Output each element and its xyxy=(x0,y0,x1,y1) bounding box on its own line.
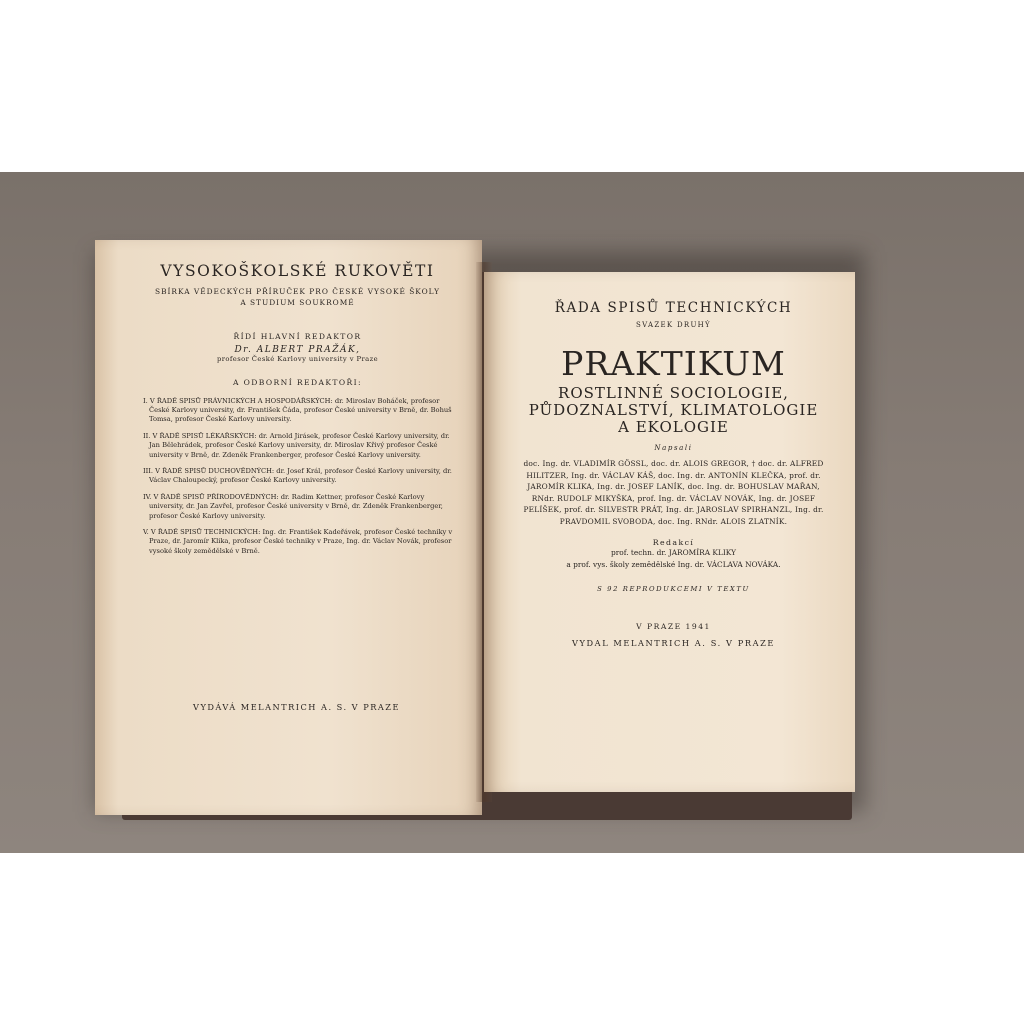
editing-label: Redakcí xyxy=(652,538,695,547)
series-editors-list xyxy=(135,397,460,557)
editing-credits xyxy=(510,547,837,570)
left-subtitle-line-1: SBÍRKA VĚDECKÝCH PŘÍRUČEK PRO ČESKÉ VYSOKÉ ŠKOLY xyxy=(155,287,440,296)
written-by-label: Napsali xyxy=(654,444,693,452)
series-editor-entry: I. V ŘADĚ SPISŮ PRÁVNICKÝCH A HOSPODÁŘSKÝCH: dr. Miroslav Boháček, profesor České Karlovy university, dr. František Čáda, profesor České university v Brně, dr. Bohuš Tomsa, profesor České Karlovy university. xyxy=(143,396,452,424)
series-editor-entry: III. V ŘADĚ SPISŮ DUCHOVĚDNÝCH: dr. Josef Král, profesor České Karlovy university, dr. Václav Chaloupecký, profesor České Karlovy university. xyxy=(143,466,452,485)
chief-editor-label: ŘÍDÍ HLAVNÍ REDAKTOR xyxy=(233,332,362,341)
book-subtitle xyxy=(510,385,837,436)
right-page-publisher: VYDAL MELANTRICH A. S. V PRAZE xyxy=(572,638,775,648)
main-title: PRAKTIKUM xyxy=(561,344,786,383)
subtitle-line-1: ROSTLINNÉ SOCIOLOGIE, xyxy=(558,384,789,402)
series-title: ŘADA SPISŮ TECHNICKÝCH xyxy=(554,300,793,316)
authors-list: doc. Ing. dr. VLADIMÍR GÖSSL, doc. dr. ALOIS GREGOR, † doc. dr. ALFRED HILITZER, Ing. dr. VÁCLAV KÁŠ, doc. Ing. dr. ANTONÍN KLEČKA, prof. dr. JAROMÍR KLIKA, Ing. dr. JOSEF LANÍK, doc. Ing. dr. BOHUSLAV MAŘAN, RNdr. RUDOLF MIKYŠKA, prof. Ing. dr. VÁCLAV NOVÁK, Ing. dr. JOSEF PELÍŠEK, prof. dr. SILVESTR PRÁT, Ing. dr. JAROSLAV SPIRHANZL, Ing. dr. PRAVDOMIL SVOBODA, doc. Ing. RNdr. ALOIS ZLATNÍK. xyxy=(523,459,824,526)
series-editor-entry: V. V ŘADĚ SPISŮ TECHNICKÝCH: Ing. dr. František Kadeřávek, profesor České techniky v Praze, dr. Jaromír Klika, profesor České techniky v Praze, Ing. dr. Václav Novák, profesor vysoké školy zemědělské v Brně. xyxy=(143,527,453,555)
chief-editor-role: profesor České Karlovy university v Praze xyxy=(216,355,379,363)
volume-label: SVAZEK DRUHÝ xyxy=(636,321,711,329)
series-editor-entry: II. V ŘADĚ SPISŮ LÉKAŘSKÝCH: dr. Arnold Jirásek, profesor České Karlovy university, dr. Jan Bělehrádek, profesor České Karlovy university, dr. Miroslav Křivý profesor České university v Brně, dr. Zdeněk Frankenberger, profesor České Karlovy university. xyxy=(143,431,450,459)
left-page-publisher: VYDÁVÁ MELANTRICH A. S. V PRAZE xyxy=(193,702,400,712)
right-page xyxy=(484,272,855,792)
editors-label: A ODBORNÍ REDAKTOŘI: xyxy=(232,377,362,387)
editing-line-1: prof. techn. dr. JAROMÍRA KLIKY xyxy=(611,548,736,557)
editing-line-2: a prof. vys. školy zemědělské Ing. dr. VÁCLAVA NOVÁKA. xyxy=(566,559,781,569)
subtitle-line-3: A EKOLOGIE xyxy=(618,418,729,436)
book-photo xyxy=(0,172,1024,853)
reproductions-note: S 92 REPRODUKCEMI V TEXTU xyxy=(597,585,750,593)
left-page-subtitle xyxy=(135,286,460,308)
left-page-title: VYSOKOŠKOLSKÉ RUKOVĚTI xyxy=(160,262,435,280)
subtitle-line-2: PŮDOZNALSTVÍ, KLIMATOLOGIE xyxy=(528,401,819,419)
series-editor-entry: IV. V ŘADĚ SPISŮ PŘÍRODOVĚDNÝCH: dr. Radim Kettner, profesor České Karlovy university, dr. Jan Zavřel, profesor České university v Brně, dr. Zdeněk Frankenberger, profesor České Karlovy university. xyxy=(143,492,443,520)
place-year: V PRAZE 1941 xyxy=(636,622,711,631)
chief-editor-name: Dr. ALBERT PRAŽÁK, xyxy=(234,345,361,355)
left-page xyxy=(95,240,482,815)
left-subtitle-line-2: A STUDIUM SOUKROMÉ xyxy=(240,298,355,307)
